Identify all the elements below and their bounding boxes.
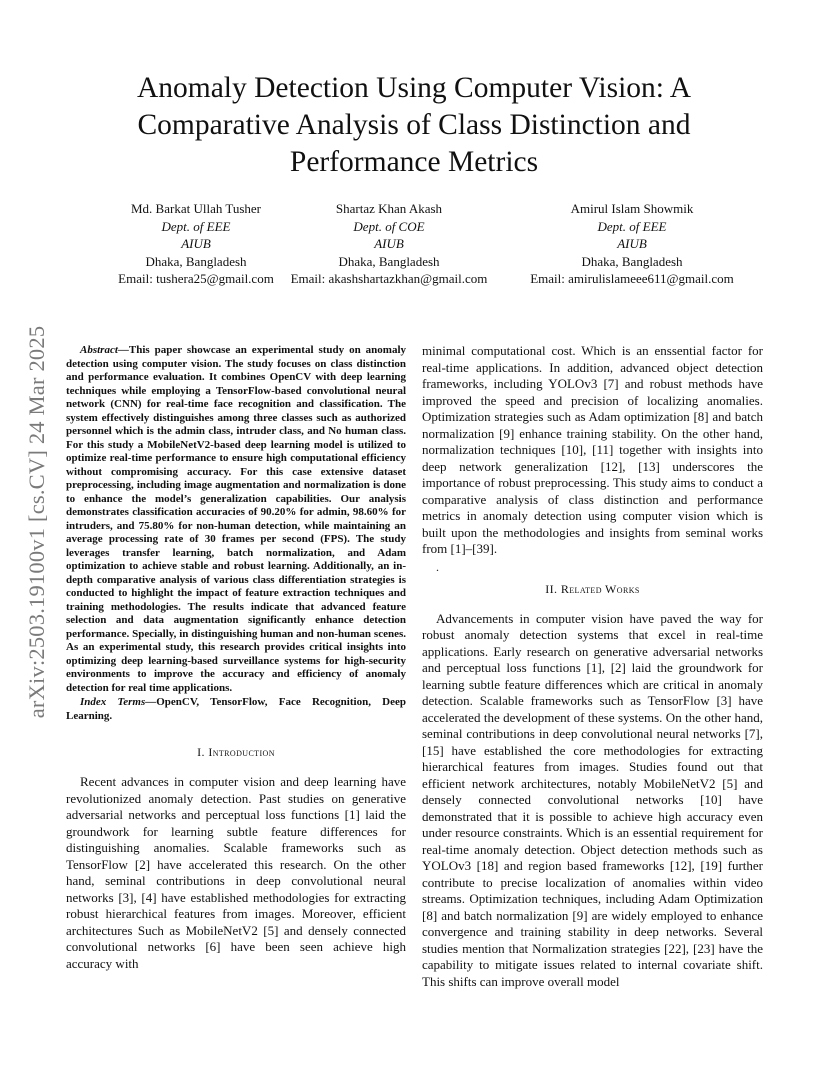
author-dept: Dept. of COE — [353, 218, 425, 234]
author-dept: Dept. of EEE — [597, 218, 667, 234]
author-location: Dhaka, Bangladesh — [581, 253, 683, 269]
author-email: Email: akashshartazkhan@gmail.com — [290, 271, 488, 286]
abstract-text: This paper showcase an experimental study on anomaly detection using computer vision. The study focuses on class distinction and performance evaluation. It combines OpenCV with deep learning techniques while employing a TensorFlow-based convolutional neural network (CNN) for real-time face recognition and classification. The system effectively distinguishes among three classes such as authorized personnel which is the admin class, intruder class, and No human class. For this study a MobileNetV2-based deep learning model is utilized to optimize real-time performance to ensure high computational efficiency without compromising accuracy. For this case extensive dataset preprocessing, including image augmentation and normalization is done to enhance the model’s generalization capabilities. Our analysis demonstrates classification accuracies of 90.20% for admin, 98.60% for intruders, and 75.80% for non-human detection, while maintaining an average processing rate of 30 frames per second (FPS). The study leverages transfer learning, batch normalization, and Adam optimization to achieve stable and robust learning. Additionally, an in-depth comparative analysis of various class differentiation strategies is conducted to highlight the impact of feature extraction techniques and training methodologies. The results indicate that advanced feature selection and data augmentation significantly enhance detection performance. Specially, in distinguishing human and non-human scenes. As an experimental study, this research provides critical insights into optimizing deep learning-based surveillance systems for high-security environments to improve the accuracy and efficiency of anomaly detection for real time applications. — [66, 344, 406, 694]
introduction-paragraph: Recent advances in computer vision and deep learning have revolutionized anomaly detection. Past studies on generative adversarial networks and perceptual loss functions [1] laid the groundwork for learning subtle feature differences for distinguishing anomalies. Scalable frameworks such as TensorFlow [2] have accelerated this research. On the other hand, seminal contributions in deep convolutional neural networks [3], [4] have established methodologies for extracting robust hierarchical features from images. Moreover, efficient architectures Such as MobileNetV2 [5] and densely connected convolutional networks [6] have been seen achieve high accuracy with — [66, 774, 406, 971]
author-email: Email: amirulislameee611@gmail.com — [530, 271, 734, 286]
index-terms-label: Index Terms— — [80, 696, 157, 708]
arxiv-sidebar — [24, 286, 50, 758]
author-name: Amirul Islam Showmik — [570, 201, 694, 216]
author-institution: AIUB — [617, 236, 647, 251]
introduction-continuation: minimal computational cost. Which is an enssential factor for real-time applications. In addition, advanced object detection frameworks, including YOLOv3 [7] and robust methods have improved the speed and precision of localizing anomalies. Optimization strategies such as Adam optimization [8] and batch normalization [9] enhance training stability. On the other hand, normalization techniques [10], [11] together with insights into deep network generalization [12], [13] underscores the importance of robust preprocessing. This study aims to conduct a comparative analysis of class distinction and performance metrics in anomaly detection using computer vision which is built upon the methodologies and insights from seminal works from [1]–[39]. — [422, 343, 763, 556]
section-heading-related-works: II. Related Works — [545, 581, 640, 596]
author-location: Dhaka, Bangladesh — [338, 253, 440, 269]
index-terms — [66, 696, 406, 723]
author-dept: Dept. of EEE — [161, 218, 231, 234]
arxiv-identifier: arXiv:2503.19100v1 [cs.CV] 24 Mar 2025 — [24, 325, 49, 719]
author-name: Md. Barkat Ullah Tusher — [131, 201, 261, 216]
abstract-label: Abstract— — [80, 344, 129, 356]
author-name: Shartaz Khan Akash — [335, 201, 443, 216]
author-email: Email: tushera25@gmail.com — [118, 271, 274, 286]
author-2 — [269, 200, 509, 288]
index-terms-text: OpenCV, TensorFlow, Face Recognition, Deep Learning. — [66, 696, 406, 722]
stray-mark: . — [436, 559, 439, 574]
paper-title: Anomaly Detection Using Computer Vision: A Comparative Analysis of Class Distinction and Performance Metrics — [136, 72, 692, 178]
left-column — [66, 344, 406, 972]
author-3 — [508, 200, 756, 288]
author-institution: AIUB — [374, 236, 404, 251]
right-column — [422, 343, 763, 990]
section-heading-introduction: I. Introduction — [197, 745, 275, 759]
abstract — [66, 344, 406, 695]
related-works-paragraph: Advancements in computer vision have paved the way for robust anomaly detection systems that excel in real-time applications. Early research on generative adversarial networks and perceptual loss functions [1], [2] laid the groundwork for learning subtle feature differences which are critical in anomaly detection. Scalable frameworks such as TensorFlow [3] have accelerated the development of these systems. On the other hand, seminal contributions in deep convolutional neural networks [7], [15] have established the core methodologies for extracting hierarchical features from images. Studies found out that efficient network architectures, notably MobileNetV2 [5] and densely connected convolutional networks [10] have demonstrated that it is possible to achieve high accuracy even under resource constraints. Which is an essential requirement for real-time anomaly detection. Object detection methods such as YOLOv3 [18] and region based frameworks [12], [19] further contribute to precise localization of anomalies within video streams. Optimization techniques, including Adam Optimization [8] and batch normalization [9] are widely employed to enhance convergence and training stability in deep networks. Several studies mention that Normalization strategies [22], [23] have the capability to mitigate issues related to internal covariate shift. This shifts can improve overall model — [422, 610, 763, 989]
author-institution: AIUB — [181, 236, 211, 251]
author-location: Dhaka, Bangladesh — [145, 253, 247, 269]
